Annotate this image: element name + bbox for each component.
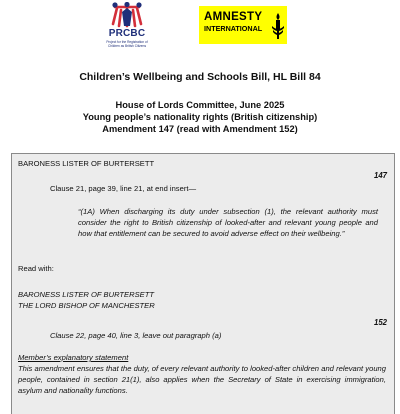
topic-line: Young people’s nationality rights (British citizenship) bbox=[82, 112, 318, 122]
amendment-line: Amendment 147 (read with Amendment 152) bbox=[102, 124, 298, 134]
amendment-number-147: 147 bbox=[373, 171, 387, 180]
page-title: Children’s Wellbeing and Schools Bill, HL Bill 84 bbox=[79, 71, 321, 83]
sponsor-147: BARONESS LISTER OF BURTERSETT bbox=[18, 159, 155, 168]
amnesty-line1: AMNESTY bbox=[204, 11, 263, 23]
prcbc-logo bbox=[104, 2, 150, 50]
prcbc-tagline: Project for the Registration of Children as British Citizens bbox=[106, 40, 148, 48]
amnesty-line2: INTERNATIONAL bbox=[204, 24, 263, 33]
sponsor-152-2: THE LORD BISHOP OF MANCHESTER bbox=[18, 301, 155, 310]
logo-bar bbox=[0, 0, 400, 52]
prcbc-name: PRCBC bbox=[108, 28, 146, 39]
sponsor-152-1: BARONESS LISTER OF BURTERSETT bbox=[18, 290, 155, 299]
candle-icon bbox=[271, 12, 285, 40]
read-with-label: Read with: bbox=[18, 264, 54, 273]
instruction-147: Clause 21, page 39, line 21, at end insert— bbox=[50, 184, 197, 193]
amendment-number-152: 152 bbox=[373, 318, 387, 327]
amendment-quote: “(1A) When discharging its duty under subsection (1), the relevant authority must consider the right to British citizenship of looked-after and relevant young people and how that entitlement can be secured to avoid adverse effect on their wellbeing.” bbox=[78, 207, 378, 238]
amnesty-logo bbox=[199, 6, 287, 44]
amnesty-wordmark bbox=[204, 12, 262, 34]
committee-line: House of Lords Committee, June 2025 bbox=[115, 100, 285, 110]
amendment-box bbox=[11, 153, 395, 414]
explanatory-text: This amendment ensures that the duty, of every relevant authority to looked-after children and relevant young people, contained in section 21(1), also applies when the Secretary of State in exercising immigration, asylum and nationality functions. bbox=[18, 364, 386, 395]
explanatory-heading: Member’s explanatory statement bbox=[18, 353, 129, 362]
prcbc-figures-icon bbox=[109, 2, 145, 28]
instruction-152: Clause 22, page 40, line 3, leave out paragraph (a) bbox=[50, 331, 222, 340]
